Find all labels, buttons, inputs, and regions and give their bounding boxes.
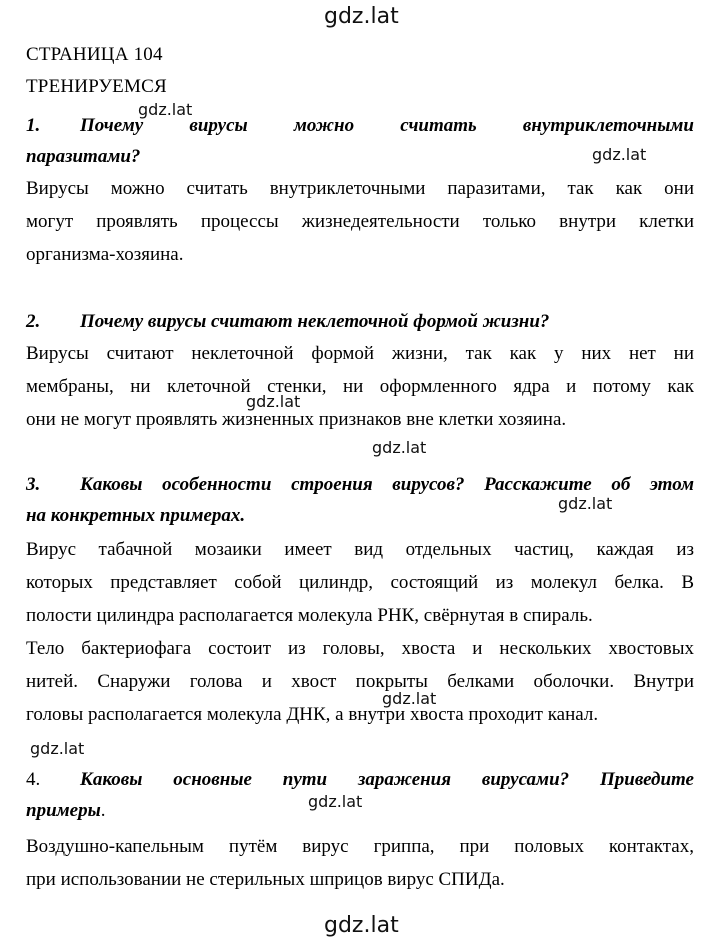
- answer-3-line: Вирус табачной мозаики имеет вид отдельных частиц, каждая из: [26, 539, 694, 560]
- answer-2: [26, 337, 694, 436]
- answer-2-line: мембраны, ни клеточной стенки, ни оформленного ядра и потому как: [26, 376, 694, 397]
- watermark: gdz.lat: [138, 100, 193, 119]
- question-2-line-1: 2. Почему вирусы считают неклеточной формой жизни?: [26, 306, 694, 337]
- question-1-line-1: 1. Почему вирусы можно считать внутриклеточными: [26, 110, 694, 141]
- answer-1-line: могут проявлять процессы жизнедеятельности только внутри клетки: [26, 211, 694, 232]
- question-1: [26, 110, 694, 172]
- question-2: [26, 306, 694, 337]
- question-3: [26, 469, 694, 531]
- watermark: gdz.lat: [30, 739, 85, 758]
- answer-3-line: которых представляет собой цилиндр, состоящий из молекул белка. В: [26, 572, 694, 593]
- answer-4-line: при использовании не стерильных шприцов вирус СПИДа.: [26, 869, 505, 890]
- watermark-top: gdz.lat: [324, 4, 399, 29]
- watermark: gdz.lat: [592, 145, 647, 164]
- question-4-line-1: 4. Каковы основные пути заражения вирусами? Приведите: [26, 764, 694, 795]
- question-2-number: 2.: [26, 311, 41, 332]
- watermark: gdz.lat: [308, 792, 363, 811]
- page-number: СТРАНИЦА 104: [26, 44, 163, 65]
- watermark: gdz.lat: [372, 438, 427, 457]
- section-title: ТРЕНИРУЕМСЯ: [26, 76, 167, 97]
- question-3-number: 3.: [26, 474, 41, 495]
- answer-4-line: Воздушно-капельным путём вирус гриппа, при половых контактах,: [26, 836, 694, 857]
- answer-4: [26, 830, 694, 896]
- answer-1-line: организма-хозяина.: [26, 244, 184, 265]
- watermark: gdz.lat: [382, 689, 437, 708]
- question-3-line-2: на конкретных примерах.: [26, 505, 246, 526]
- answer-3-line: нитей. Снаружи голова и хвост покрыты белками оболочки. Внутри: [26, 671, 694, 692]
- answer-3: [26, 533, 694, 731]
- watermark: gdz.lat: [558, 494, 613, 513]
- answer-1-line: Вирусы можно считать внутриклеточными паразитами, так как они: [26, 178, 694, 199]
- question-4: [26, 764, 694, 826]
- answer-3-line: полости цилиндра располагается молекула РНК, свёрнутая в спираль.: [26, 605, 593, 626]
- answer-2-line: Вирусы считают неклеточной формой жизни, так как у них нет ни: [26, 343, 694, 364]
- answer-3-line: Тело бактериофага состоит из головы, хвоста и нескольких хвостовых: [26, 638, 694, 659]
- question-1-number: 1.: [26, 115, 41, 136]
- answer-1: [26, 172, 694, 271]
- answer-3-line: головы располагается молекула ДНК, а внутри хвоста проходит канал.: [26, 704, 599, 725]
- question-4-line-2: примеры.: [26, 800, 106, 821]
- watermark-bottom: gdz.lat: [324, 913, 399, 938]
- answer-2-line: они не могут проявлять жизненных признаков вне клетки хозяина.: [26, 409, 567, 430]
- question-4-number: 4.: [26, 769, 41, 790]
- question-3-line-1: 3. Каковы особенности строения вирусов? Расскажите об этом: [26, 469, 694, 500]
- question-1-line-2: паразитами?: [26, 146, 141, 167]
- watermark: gdz.lat: [246, 392, 301, 411]
